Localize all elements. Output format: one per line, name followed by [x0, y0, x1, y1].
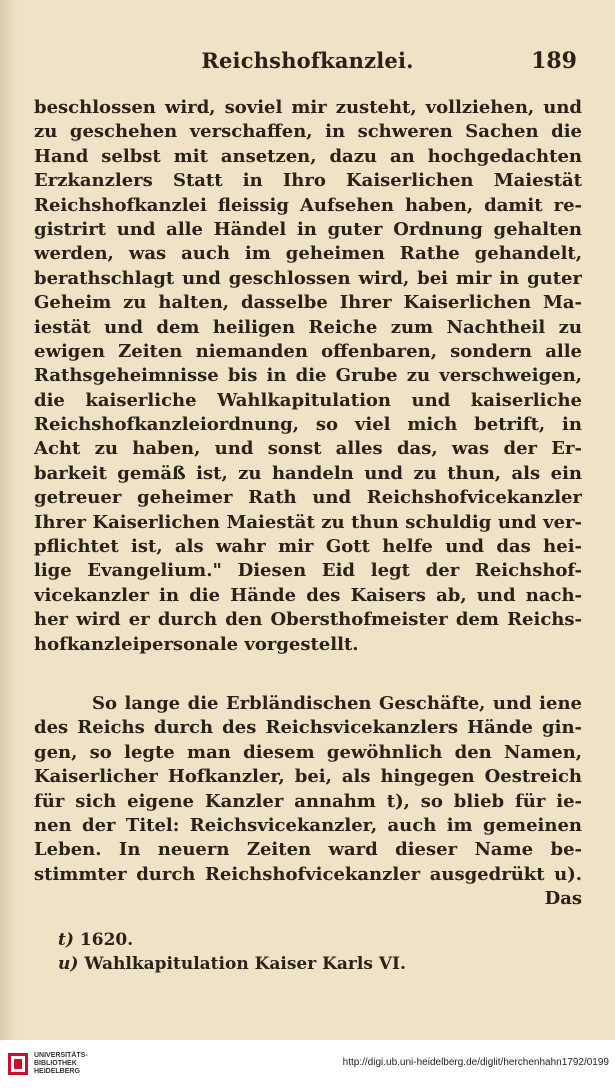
text-line: her wird er durch den Obersthofmeister dem Reichs-	[34, 609, 582, 631]
logo-line: UNIVERSITÄTS-	[34, 1052, 88, 1059]
text-line: berathschlagt und geschlossen wird, bei mir in guter	[34, 267, 582, 289]
text-line: hofkanzleipersonale vorgestellt.	[34, 633, 359, 655]
text-line: gen, so legte man diesem gewöhnlich den Namen,	[34, 741, 582, 763]
text-line: Leben. In neuern Zeiten ward dieser Name be-	[34, 839, 582, 861]
text-line: getreuer geheimer Rath und Reichshofvicekanzler	[34, 487, 582, 509]
footnote-mark: t)	[58, 930, 74, 950]
page-header	[36, 48, 579, 80]
footnote-mark: u)	[58, 954, 79, 974]
text-line: nen der Titel: Reichsvicekanzler, auch im gemeinen	[34, 814, 582, 836]
text-line: lige Evangelium." Diesen Eid legt der Reichshof-	[34, 560, 582, 582]
text-line: beschlossen wird, soviel mir zusteht, vollziehen, und	[34, 97, 582, 118]
footnote-text: Wahlkapitulation Kaiser Karls VI.	[84, 954, 406, 974]
text-line: barkeit gemäß ist, zu handeln und zu thun, als ein	[34, 462, 582, 484]
text-line: Reichshofkanzleiordnung, so viel mich betrift, in	[34, 414, 582, 436]
text-line: Geheim zu halten, dasselbe Ihrer Kaiserlichen Ma-	[34, 292, 582, 314]
paragraph-gap	[34, 657, 582, 692]
footnote-text: 1620.	[79, 930, 134, 950]
library-logo-text	[34, 1052, 88, 1076]
footnote	[58, 928, 406, 952]
catchword: Das	[544, 888, 582, 910]
logo-line: BIBLIOTHEK	[34, 1060, 77, 1067]
library-logo[interactable]	[6, 1048, 116, 1084]
text-line: die kaiserliche Wahlkapitulation und kaiserliche	[34, 389, 582, 411]
text-line: des Reichs durch des Reichsvicekanzlers Hände gin-	[34, 717, 582, 739]
text-line: Reichshofkanzlei fleissig Aufsehen haben, damit re-	[34, 194, 582, 216]
text-line: pflichtet ist, als wahr mir Gott helfe und das hei-	[34, 536, 582, 558]
text-line: für sich eigene Kanzler annahm t), so blieb für ie-	[34, 790, 582, 812]
footnotes	[58, 928, 406, 976]
text-line: Erzkanzlers Statt in Ihro Kaiserlichen Maiestät	[34, 170, 582, 192]
logo-line: HEIDELBERG	[34, 1068, 80, 1075]
source-url-link[interactable]: http://digi.ub.uni-heidelberg.de/diglit/herchenhahn1792/0199	[342, 1057, 609, 1068]
text-line: ewigen Zeiten niemanden offenbaren, sondern alle	[34, 340, 582, 362]
paragraph-1	[34, 96, 582, 657]
page-number: 189	[531, 48, 577, 74]
text-line: Ihrer Kaiserlichen Maiestät zu thun schuldig und ver-	[34, 511, 582, 533]
text-line: zu geschehen verschaffen, in schweren Sachen die	[34, 121, 582, 143]
text-line: Rathsgeheimnisse bis in die Grube zu verschweigen,	[34, 365, 582, 387]
text-line: iestät und dem heiligen Reiche zum Nachtheil zu	[34, 316, 582, 338]
text-line: Hand selbst mit ansetzen, dazu an hochgedachten	[34, 145, 582, 167]
text-line: werden, was auch im geheimen Rathe gehandelt,	[34, 243, 582, 265]
running-head: Reichshofkanzlei.	[201, 48, 414, 73]
text-line: Acht zu haben, und sonst alles das, was der Er-	[34, 438, 582, 460]
text-line: gistrirt und alle Händel in guter Ordnung gehalten	[34, 218, 582, 240]
paragraph-2	[34, 692, 582, 887]
footnote	[58, 952, 406, 976]
text-line: So lange die Erbländischen Geschäfte, und iene	[92, 692, 582, 714]
text-line: Kaiserlicher Hofkanzler, bei, als hingegen Oestreich	[34, 766, 582, 788]
text-line: stimmter durch Reichshofvicekanzler ausgedrükt u).	[34, 863, 582, 885]
text-line: vicekanzler in die Hände des Kaisers ab, und nach-	[34, 584, 582, 606]
library-logo-icon	[6, 1050, 30, 1078]
body-text	[34, 96, 582, 912]
viewer-footer	[0, 1040, 615, 1092]
